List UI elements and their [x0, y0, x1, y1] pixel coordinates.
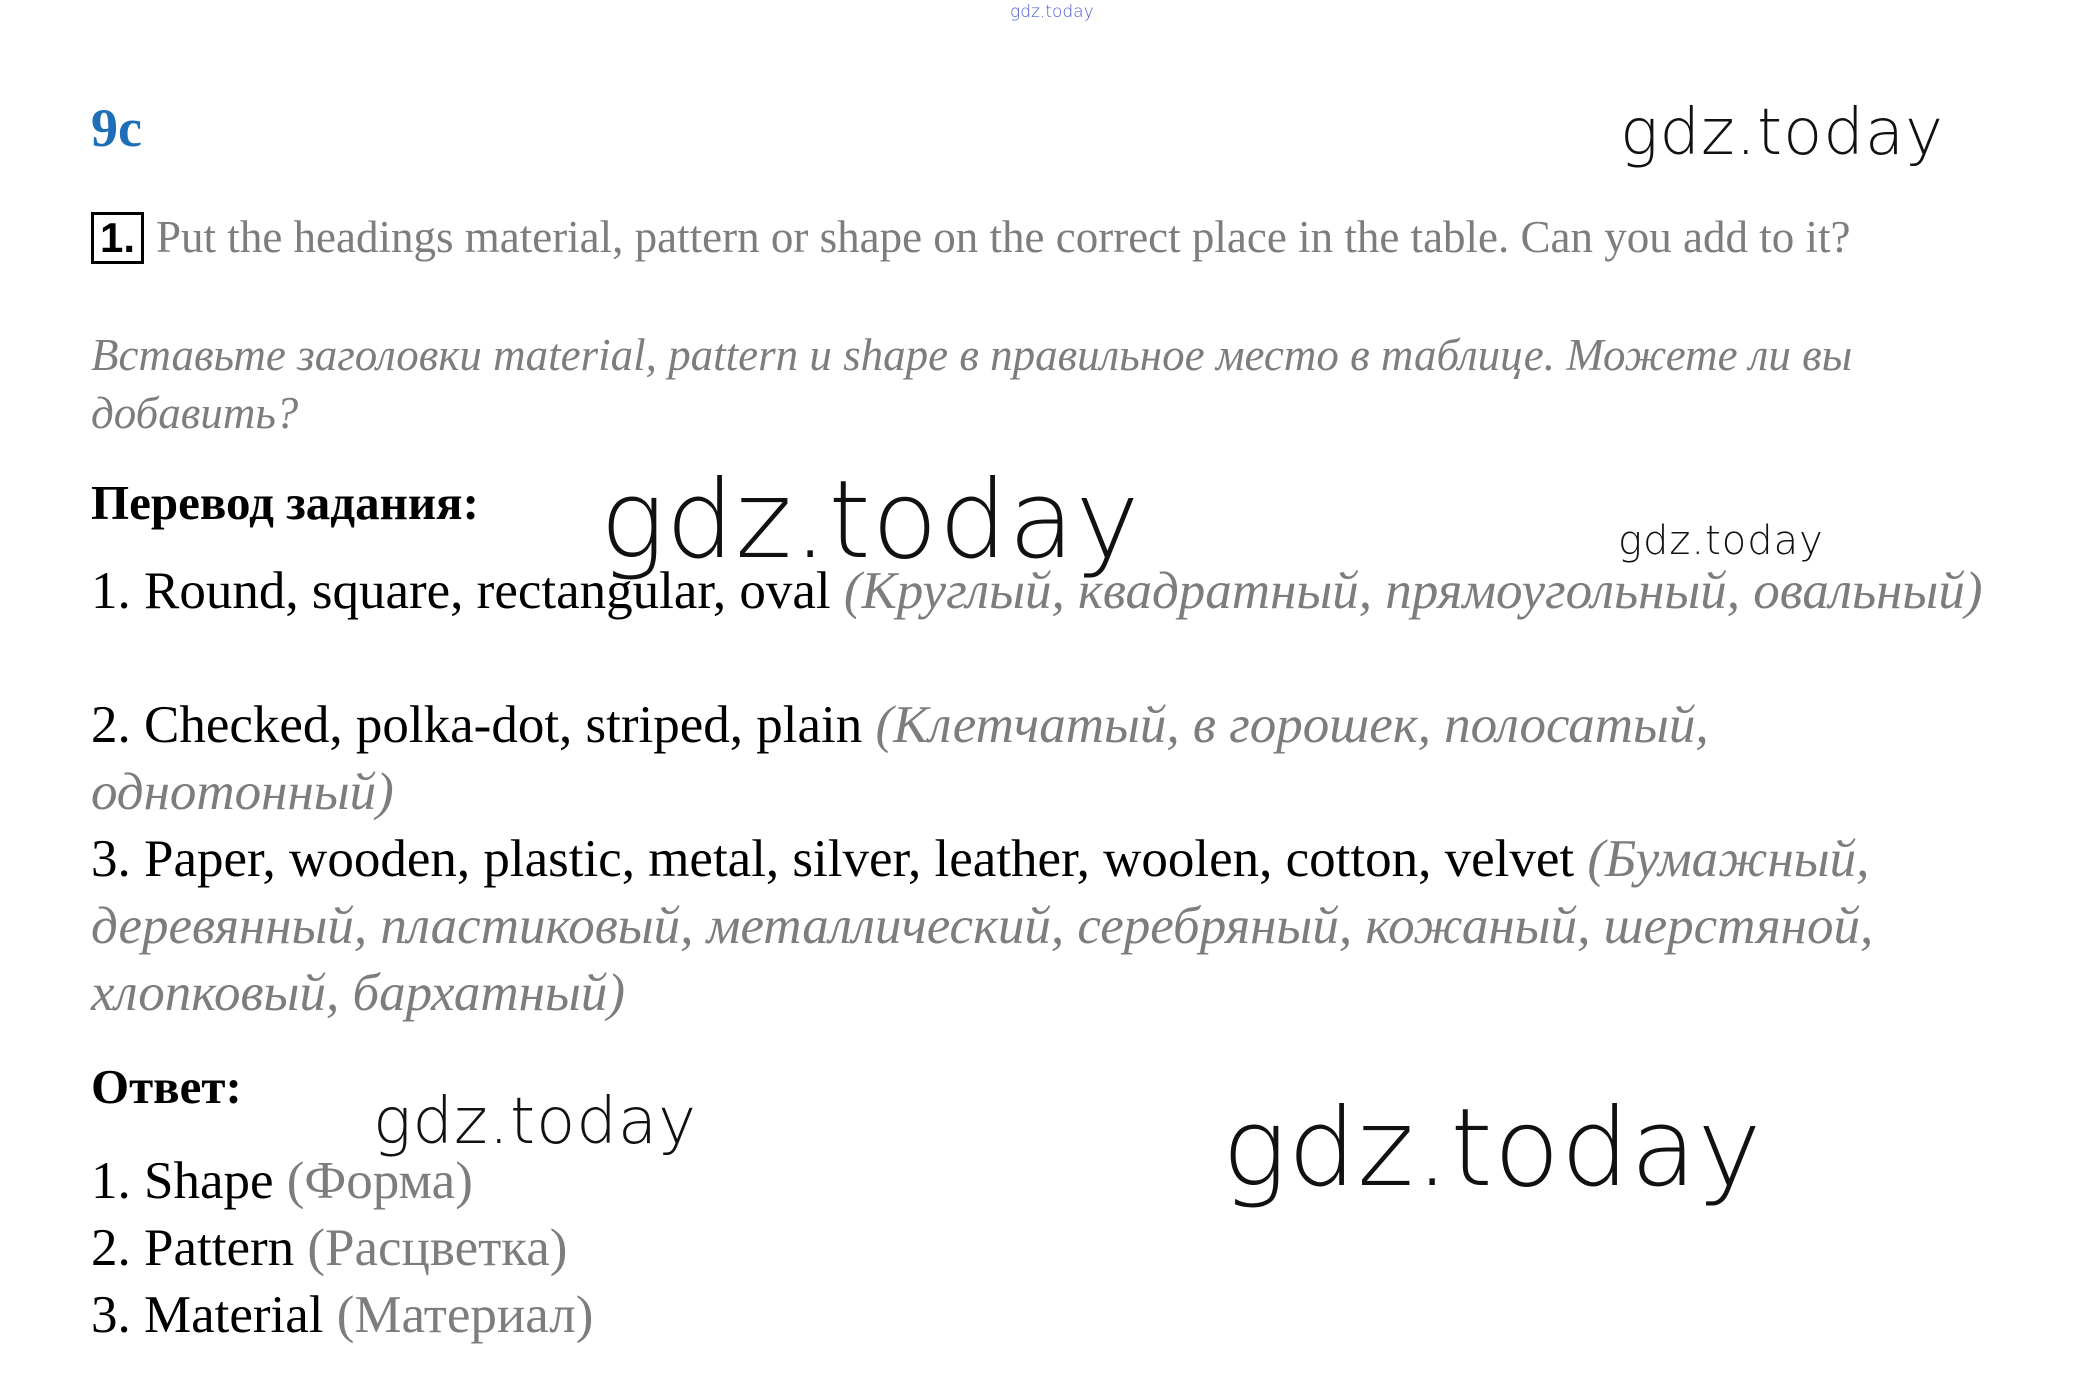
watermark-middle-small: gdz.today — [1618, 518, 1824, 564]
watermark-bottom-left: gdz.today — [373, 1085, 697, 1159]
task-number-box: 1. — [91, 212, 144, 264]
translation-item-ru: (Клетчатый, в горошек, полосатый, однотонный) — [91, 696, 1709, 821]
answer-item-ru: (Материал) — [336, 1286, 594, 1344]
translation-item-ru: (Бумажный, деревянный, пластиковый, металлический, серебряный, кожаный, шерстяной, хлопковый, бархатный) — [91, 830, 1874, 1022]
answer-item-ru: (Расцветка) — [307, 1219, 568, 1277]
translation-item — [91, 826, 2011, 1027]
answer-item — [91, 1215, 567, 1282]
watermark-bottom-right: gdz.today — [1222, 1086, 1763, 1211]
task-text-ru: Вставьте заголовки material, pattern и shape в правильное место в таблице. Можете ли вы добавить? — [91, 330, 1853, 438]
translation-item-en: 1. Round, square, rectangular, oval — [91, 562, 831, 620]
watermark-middle-big: gdz.today — [600, 458, 1141, 583]
translation-item-ru: (Круглый, квадратный, прямоугольный, овальный) — [843, 562, 1983, 620]
answer-item-en: 2. Pattern — [91, 1219, 295, 1277]
answer-heading: Ответ: — [91, 1059, 242, 1114]
translation-heading: Перевод задания: — [91, 475, 479, 530]
answer-item-en: 3. Material — [91, 1286, 324, 1344]
translation-item — [91, 692, 2011, 826]
watermark-tiny: gdz.today — [1010, 2, 1094, 22]
translation-item-en: 2. Checked, polka-dot, striped, plain — [91, 696, 863, 754]
task-instruction — [91, 208, 2011, 266]
section-title: 9c — [91, 98, 142, 158]
answer-item — [91, 1282, 593, 1349]
translation-item-en: 3. Paper, wooden, plastic, metal, silver, leather, woolen, cotton, velvet — [91, 830, 1575, 888]
task-text-en: Put the headings material, pattern or shape on the correct place in the table. Can you add to it? — [156, 212, 1851, 262]
watermark-top-right: gdz.today — [1620, 96, 1944, 170]
answer-item-ru: (Форма) — [286, 1152, 473, 1210]
answer-item-en: 1. Shape — [91, 1152, 274, 1210]
